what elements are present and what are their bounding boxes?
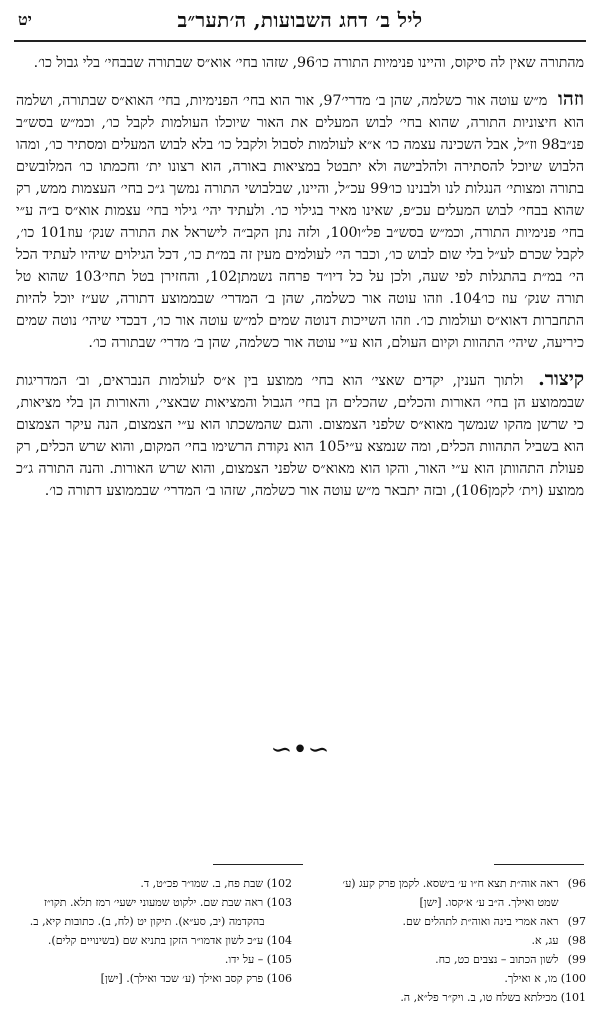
paragraph-1 xyxy=(16,52,584,74)
footnotes-left-column xyxy=(14,874,292,988)
footnote: 100) מו, א ואילך. xyxy=(504,972,586,985)
paragraph-2 xyxy=(16,88,584,354)
paragraph-lead-word: וזהו xyxy=(558,88,584,110)
footnote: 106) פרק קסב ואילך (ע׳ שכד ואילך). [ישן] xyxy=(100,972,292,985)
footnote: שמט ואילך. ה״ב ע׳ א׳קסו. [ישן] xyxy=(419,896,559,909)
footnote: 99) לשון הכתוב – נצבים כט, כח. xyxy=(435,953,586,966)
footnote: 105) – על ידו. xyxy=(224,953,292,966)
paragraph-lead-word: קיצור. xyxy=(538,368,584,390)
footnote: 101) מכילתא בשלח טו, ב. ויק״ר פל״א, ה. xyxy=(400,991,586,1004)
paragraph-text: ולתוך הענין, יקדים שאצי׳ הוא בחי׳ ממוצע בין א״ס לעולמות הנבראים, וב׳ המדריגות שבממוצע הן בחי׳ האורות והכלים, שהכלים הן בחי׳ הגבול והמציאות שבאצי׳, והאורות הן בלי מציאות, כי שרשן מהקו שנמשך מאוא״ס שלפני הצמצום. והגם שהמשכתו הוא ע״י הצמצום, הנה עיקר הצמצום הוא בשביל התהוות הכלים, ומה שנמצא ע״י105 הוא נקודת הרשימו בחי׳ המקום, והוא שרש הכלים, רק פעולת התהוותן הוא ע״י האור, והקו הוא מאוא״ס שלפני הצמצום, והוא שרש האורות. והנה התורה ג״כ ממוצע (וית׳ לקמן106), ובזה יתבאר מ״ש עוטה אור כשלמה, שזהו ב׳ המדרי׳ שבממוצע דתורה כו׳. xyxy=(16,373,584,499)
paragraph-text: מ״ש עוטה אור כשלמה, שהן ב׳ מדרי׳97, אור הוא בחי׳ הפנימיות, בחי׳ האוא״ס שבתורה, ושלמה הוא חיצוניות התורה, שהוא בחי׳ לבוש המעלים את האור שיוכלו העולמות לקבל כו׳, וכמ״ש בסש״ב פנ״ב98 וז״ל, אבל השכינה עצמה כו׳ א״א לעולמות לסבול ולקבל כו׳ בלא לבוש המעלים ומסתיר כו׳, ומהו הלבוש שיוכל להסתירה ולהלבישה ולא יתבטל במציאות באורה, הוא רצונו ית׳ וחכמתו כו׳ המלובשים בתורה ומצותי׳ הנגלות לנו ולבנינו כו׳99 עכ״ל, והיינו, שבלבושי התורה נמשך ג״כ בחי׳ העצמות ממש, רק שהוא בבחי׳ לבוש המעלים עכ״פ, שאינו מאיר בגילוי כו׳. ולעתיד יהי׳ גילוי בחי׳ עצמות אוא״ס ב״ה ע״י בחי׳ פנימיות התורה, וכמ״ש בסש״ב פל״ו100, ולזה נתן הקב״ה לישראל את התורה שנק׳ עוז101 כו׳, לקבל שכרם לע״ל בלי שום לבוש כו׳, וכבר הי׳ לעולמים מעין זה במ״ת כו׳, דכל הגילוים שיהיו לעתיד הכל הי׳ במ״ת בהתגלות לפי שעה, ולכן על כל דיו״ד פרחה נשמתן102, והחזירן בטל תחי׳103 שהוא טל תורה שנק׳ עוז כו׳104. וזהו עוטה אור כשלמה, שהן ב׳ המדרי׳ שבממוצע דתורה, שע״ז יוכל להיות התחברות דאוא״ס ועולמות כו׳. וזהו השייכות דנוטה שמים למ״ש עוטה אור כו׳, דבכדי שיהי׳ נוטה שמים כיריעה, שיהי׳ התהוות וקיום העולם, הוא ע״י עוטה אור כשלמה, שהן ב׳ מדרי׳ שבתורה כו׳. xyxy=(16,93,585,351)
footnote: בהקדמה (יב, סע״א). תיקון יט (לח, ב). כתובות קיא, ב. xyxy=(29,915,265,928)
paragraph-text: מהתורה שאין לה סיקוס, והיינו פנימיות התורה כו׳96, שזהו בחי׳ אוא״ס שבתורה שבבחי׳ בלי גבול כו׳. xyxy=(33,55,584,71)
footnotes-right-column xyxy=(308,874,586,1007)
paragraph-3 xyxy=(16,368,584,502)
footnote: 97) ראה אמרי בינה ואוה״ת לתהלים שם. xyxy=(402,915,586,928)
footnote: 98) עג, א. xyxy=(531,934,586,947)
page-title: ליל ב׳ דחג השבועות, ה׳תער״ב xyxy=(177,8,423,32)
main-text xyxy=(16,52,584,516)
footnote: 96) ראה אוה״ת תצא ח״ו ע׳ ב׳שסא. לקמן פרק קעג (ע׳ xyxy=(342,877,586,890)
page-header xyxy=(14,6,586,42)
page-number: יט xyxy=(18,10,32,29)
footnote: 104) ע״כ לשון אדמו״ר הזקן בתניא שם (בשינויים קלים). xyxy=(47,934,292,947)
footnote: 103) ראה שבת שם. ילקוט שמעוני ישעי׳ רמז תלא. תקו״ז xyxy=(43,896,292,909)
section-divider-ornament: ∽•∽ xyxy=(270,735,330,765)
footnote-rule-left xyxy=(213,864,303,865)
footnote-rule-right xyxy=(494,864,584,865)
footnote: 102) שבת פח, ב. שמו״ר פכ״ט, ד. xyxy=(140,877,292,890)
